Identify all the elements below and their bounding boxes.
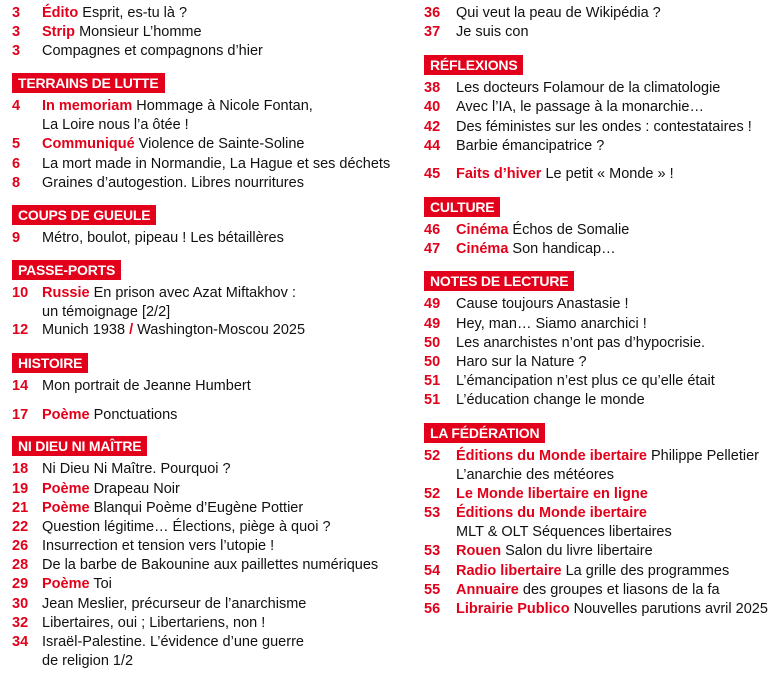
entry-text [456, 221, 629, 240]
rubric-tag: Rouen [456, 543, 502, 559]
entry-title: Question légitime… Élections, piège à quoi ? [42, 519, 331, 535]
entry-text [42, 518, 331, 537]
page-number: 18 [12, 461, 29, 477]
entry-title: Je suis con [456, 24, 529, 40]
page-number: 55 [424, 582, 441, 598]
entry-title: Métro, boulot, pipeau ! Les bétaillères [42, 230, 284, 246]
entry-title: Ni Dieu Ni Maître. Pourquoi ? [42, 461, 231, 477]
entry-title: Haro sur la Nature ? [456, 354, 587, 370]
entry-text [42, 229, 284, 248]
entry-text [42, 23, 202, 42]
page-number: 3 [12, 43, 21, 59]
entry-title: Les anarchistes n’ont pas d’hypocrisie. [456, 335, 706, 351]
entry-title: Violence de Sainte-Soline [138, 136, 305, 152]
page-number: 47 [424, 241, 441, 257]
entry-title: Hommage à Nicole Fontan, [136, 98, 313, 114]
entry-title: Esprit, es-tu là ? [82, 5, 188, 21]
page-number: 28 [12, 557, 29, 573]
page-number: 8 [12, 175, 21, 191]
page-number: 52 [424, 486, 441, 502]
section-heading: CULTURE [424, 197, 500, 217]
separator-slash: / [129, 322, 134, 338]
page-number: 49 [424, 296, 441, 312]
entry-title: L’émancipation n’est plus ce qu’elle était [456, 373, 715, 389]
entry-text [42, 575, 112, 594]
entry-title: Libertaires, oui ; Libertariens, non ! [42, 615, 266, 631]
entry-text [456, 23, 529, 42]
entry-title: Avec l’IA, le passage à la monarchie… [456, 99, 704, 115]
rubric-tag: Cinéma [456, 222, 509, 238]
entry-text [42, 633, 304, 671]
page-number: 34 [12, 634, 29, 650]
page-number: 56 [424, 601, 441, 617]
page-number: 46 [424, 222, 441, 238]
entry-second-line: L’anarchie des météores [456, 467, 614, 483]
entry-text [456, 295, 629, 314]
rubric-tag: Russie [42, 285, 90, 301]
rubric-tag: Poème [42, 481, 90, 497]
page-number: 14 [12, 378, 29, 394]
rubric-tag: Poème [42, 407, 90, 423]
page-number: 6 [12, 156, 21, 172]
rubric-tag: Faits d’hiver [456, 166, 542, 182]
entry-title: Cause toujours Anastasie ! [456, 296, 629, 312]
entry-title: Drapeau Noir [93, 481, 180, 497]
rubric-tag: Poème [42, 500, 90, 516]
entry-text [456, 581, 720, 600]
page-number: 3 [12, 5, 21, 21]
rubric-tag: Éditions du Monde ibertaire [456, 448, 647, 464]
entry-title: Qui veut la peau de Wikipédia ? [456, 5, 661, 21]
entry-text [456, 334, 705, 353]
entry-text [42, 284, 296, 322]
entry-title: Compagnes et compagnons d’hier [42, 43, 263, 59]
page-number: 52 [424, 448, 441, 464]
entry-text [456, 542, 653, 561]
entry-title: Monsieur L’homme [79, 24, 202, 40]
entry-text [42, 155, 390, 174]
page-number: 12 [12, 322, 29, 338]
page-number: 19 [12, 481, 29, 497]
rubric-tag: Poème [42, 576, 90, 592]
entry-text [456, 485, 648, 504]
page-number: 37 [424, 24, 441, 40]
rubric-tag: Le Monde libertaire en ligne [456, 486, 648, 502]
page-number: 50 [424, 354, 441, 370]
entry-text [42, 406, 177, 425]
page-number: 21 [12, 500, 29, 516]
entry-text [42, 97, 313, 135]
rubric-tag: Radio libertaire [456, 563, 562, 579]
page-number: 4 [12, 98, 21, 114]
entry-title: Insurrection et tension vers l’utopie ! [42, 538, 275, 554]
entry-second-line: un témoignage [2/2] [42, 304, 171, 320]
entry-text [42, 499, 303, 518]
section-heading: LA FÉDÉRATION [424, 423, 545, 443]
page-number: 49 [424, 316, 441, 332]
entry-text [42, 321, 305, 340]
entry-title: Philippe Pelletier [650, 448, 759, 464]
entry-title: Les docteurs Folamour de la climatologie [456, 80, 721, 96]
rubric-tag: Librairie Publico [456, 601, 570, 617]
entry-text [456, 391, 645, 410]
entry-title: des groupes et liasons de la fa [522, 582, 720, 598]
entry-title: L’éducation change le monde [456, 392, 645, 408]
rubric-tag: Communiqué [42, 136, 135, 152]
entry-title: Salon du livre libertaire [505, 543, 653, 559]
page-number: 40 [424, 99, 441, 115]
page-number: 29 [12, 576, 29, 592]
entry-title: Échos de Somalie [512, 222, 630, 238]
entry-text [456, 79, 720, 98]
entry-title: Barbie émancipatrice ? [456, 138, 605, 154]
page-number: 32 [12, 615, 29, 631]
section-heading: NI DIEU NI MAÎTRE [12, 436, 147, 456]
entry-text [456, 315, 647, 334]
entry-title: Blanqui Poème d’Eugène Pottier [93, 500, 304, 516]
page-number: 10 [12, 285, 29, 301]
entry-title: Des féministes sur les ondes : contestataires ! [456, 119, 752, 135]
entry-title: Jean Meslier, précurseur de l’anarchisme [42, 596, 307, 612]
entry-text [456, 4, 661, 23]
page-number: 54 [424, 563, 441, 579]
entry-text [42, 595, 306, 614]
section-heading: COUPS DE GUEULE [12, 205, 156, 225]
section-heading: TERRAINS DE LUTTE [12, 73, 165, 93]
page-number: 36 [424, 5, 441, 21]
entry-title: Munich 1938 [42, 322, 126, 338]
entry-title: La grille des programmes [565, 563, 730, 579]
entry-title: Hey, man… Siamo anarchici ! [456, 316, 647, 332]
page-number: 17 [12, 407, 29, 423]
entry-text [456, 165, 674, 184]
entry-text [42, 537, 274, 556]
entry-text [42, 4, 187, 23]
entry-text [456, 137, 604, 156]
entry-title: Mon portrait de Jeanne Humbert [42, 378, 251, 394]
entry-text [456, 447, 759, 485]
entry-text [42, 377, 251, 396]
page-number: 38 [424, 80, 441, 96]
entry-title: Ponctuations [93, 407, 178, 423]
page-number: 3 [12, 24, 21, 40]
page-number: 22 [12, 519, 29, 535]
entry-title: Israël-Palestine. L’évidence d’une guerre [42, 634, 304, 650]
entry-title: En prison avec Azat Miftakhov : [93, 285, 296, 301]
page-number: 44 [424, 138, 441, 154]
entry-text [456, 353, 587, 372]
entry-title: Nouvelles parutions avril 2025 [573, 601, 768, 617]
page-number: 30 [12, 596, 29, 612]
entry-text [42, 480, 180, 499]
page-number: 42 [424, 119, 441, 135]
entry-title: Le petit « Monde » ! [545, 166, 674, 182]
section-heading: NOTES DE LECTURE [424, 271, 574, 291]
page-number: 9 [12, 230, 21, 246]
entry-text [456, 98, 704, 117]
entry-text [456, 562, 729, 581]
rubric-tag: Édito [42, 5, 79, 21]
entry-second-line: MLT & OLT Séquences libertaires [456, 524, 672, 540]
page-number: 53 [424, 543, 441, 559]
entry-text [456, 600, 768, 619]
page-number: 51 [424, 392, 441, 408]
entry-title: Son handicap… [512, 241, 616, 257]
entry-text [42, 556, 378, 575]
entry-text [42, 460, 231, 479]
entry-text [456, 240, 616, 259]
entry-text [42, 135, 304, 154]
entry-second-line: La Loire nous l’a ôtée ! [42, 117, 189, 133]
page-number: 5 [12, 136, 21, 152]
page-number: 45 [424, 166, 441, 182]
rubric-tag: Éditions du Monde ibertaire [456, 505, 647, 521]
entry-title: La mort made in Normandie, La Hague et ses déchets [42, 156, 391, 172]
page-number: 26 [12, 538, 29, 554]
section-heading: HISTOIRE [12, 353, 88, 373]
entry-text [42, 42, 263, 61]
entry-title: De la barbe de Bakounine aux paillettes numériques [42, 557, 379, 573]
rubric-tag: In memoriam [42, 98, 133, 114]
entry-text [42, 174, 304, 193]
page-number: 53 [424, 505, 441, 521]
entry-text [456, 372, 715, 391]
entry-title: Toi [93, 576, 112, 592]
entry-text [456, 118, 752, 137]
entry-second-line: de religion 1/2 [42, 653, 134, 669]
section-heading: PASSE-PORTS [12, 260, 121, 280]
section-heading: RÉFLEXIONS [424, 55, 523, 75]
rubric-tag: Annuaire [456, 582, 519, 598]
entry-title: Graines d’autogestion. Libres nourritures [42, 175, 304, 191]
page-number: 50 [424, 335, 441, 351]
entry-title-continued: Washington-Moscou 2025 [137, 322, 306, 338]
entry-text [42, 614, 265, 633]
entry-text [456, 504, 672, 542]
rubric-tag: Cinéma [456, 241, 509, 257]
rubric-tag: Strip [42, 24, 76, 40]
page-number: 51 [424, 373, 441, 389]
